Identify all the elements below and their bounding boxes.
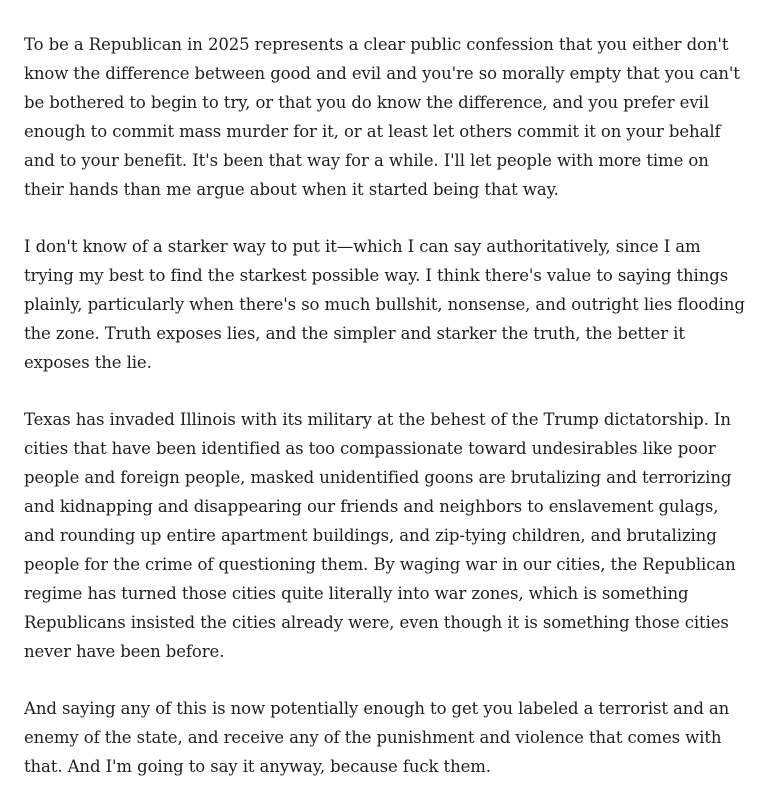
paragraph-2: I don't know of a starker way to put it—which I can say authoritatively, since I am trying my best to find the starkest possible way. I think there's value to saying things plainly, particularly when there's so much bullshit, nonsense, and outright lies flooding the zone. Truth exposes lies, and the simpler and starker the truth, the better it exposes the lie. [24, 237, 745, 372]
paragraph-1: To be a Republican in 2025 represents a clear public confession that you either don't know the difference between good and evil and you're so morally empty that you can't be bothered to begin to try, or that you do know the difference, and you prefer evil enough to commit mass murder for it, or at least let others commit it on your behalf and to your benefit. It's been that way for a while. I'll let people with more time on their hands than me argue about when it started being that way. [24, 35, 740, 199]
article-body [24, 30, 746, 781]
paragraph-3: Texas has invaded Illinois with its military at the behest of the Trump dictatorship. In cities that have been identified as too compassionate toward undesirables like poor people and foreign people, masked unidentified goons are brutalizing and terrorizing and kidnapping and disappearing our friends and neighbors to enslavement gulags, and rounding up entire apartment buildings, and zip-tying children, and brutalizing people for the crime of questioning them. By waging war in our cities, the Republican regime has turned those cities quite literally into war zones, which is something Republicans insisted the cities already were, even though it is something those cities never have been before. [24, 410, 736, 661]
paragraph-4: And saying any of this is now potentially enough to get you labeled a terrorist and an enemy of the state, and receive any of the punishment and violence that comes with that. And I'm going to say it anyway, because fuck them. [24, 699, 730, 776]
